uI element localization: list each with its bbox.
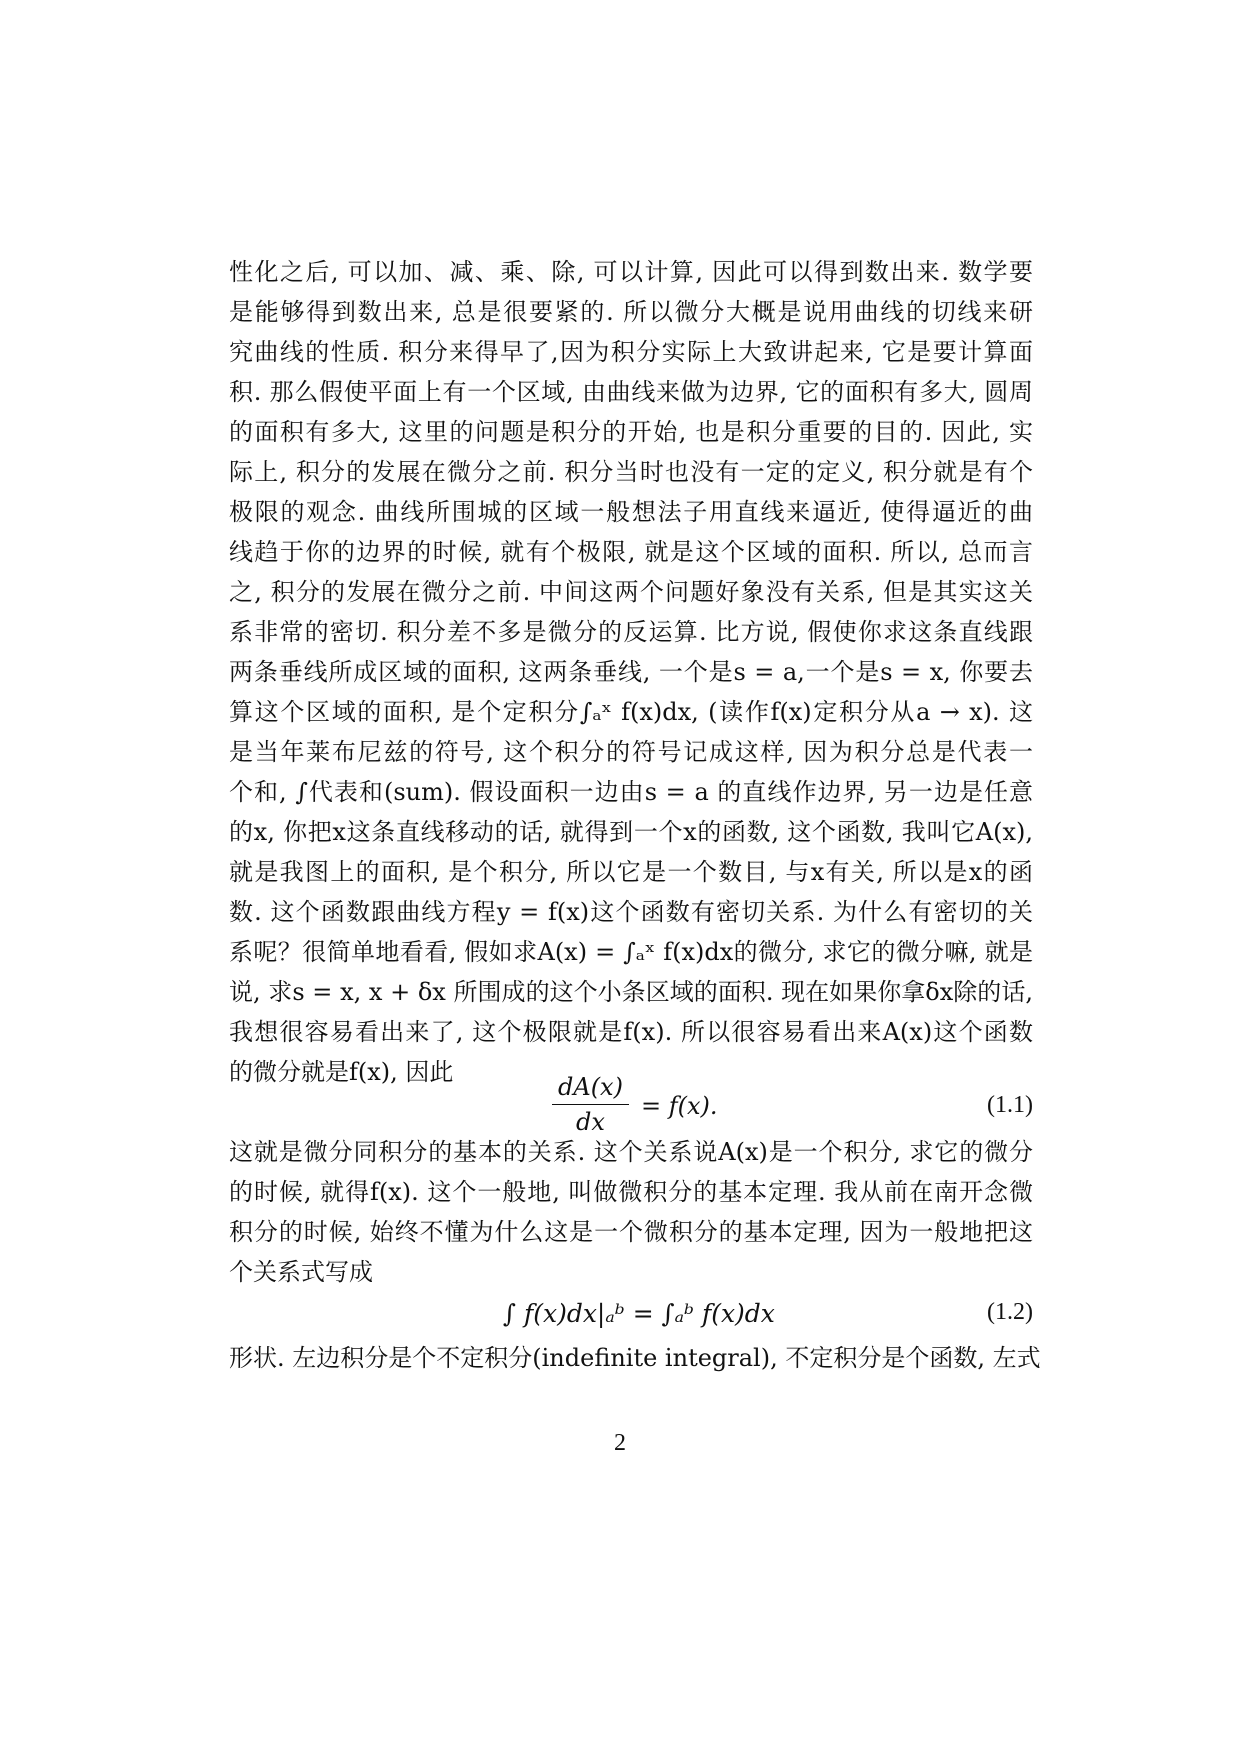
body-line-19: 说, 求s = x, x + δx 所围成的这个小条区域的面积. 现在如果你拿δx除的话,: [229, 978, 1033, 1006]
body-line-14: 个和, ∫代表和(sum). 假设面积一边由s = a 的直线作边界, 另一边是任意: [229, 778, 1033, 806]
body-line-26: 形状. 左边积分是个不定积分(indefinite integral), 不定积分是个函数, 左式: [229, 1344, 1041, 1372]
body-line-10: 系非常的密切. 积分差不多是微分的反运算. 比方说, 假使你求这条直线跟: [229, 618, 1033, 646]
body-line-6: 际上, 积分的发展在微分之前. 积分当时也没有一定的定义, 积分就是有个: [229, 458, 1033, 486]
body-line-2: 是能够得到数出来, 总是很要紧的. 所以微分大概是说用曲线的切线来研: [229, 298, 1033, 326]
body-line-25: 个关系式写成: [229, 1258, 373, 1286]
body-line-7: 极限的观念. 曲线所围城的区域一般想法子用直线来逼近, 使得逼近的曲: [229, 498, 1033, 526]
body-line-21: 的微分就是f(x), 因此: [229, 1058, 454, 1086]
body-line-16: 就是我图上的面积, 是个积分, 所以它是一个数目, 与x有关, 所以是x的函: [229, 858, 1033, 886]
body-line-23: 的时候, 就得f(x). 这个一般地, 叫做微积分的基本定理. 我从前在南开念微: [229, 1178, 1033, 1206]
body-line-18: 系呢？很简单地看看, 假如求A(x) = ∫ₐˣ f(x)dx的微分, 求它的微分嘛, 就是: [229, 938, 1033, 966]
equation-1-numerator: dA(x): [552, 1070, 629, 1105]
body-line-22: 这就是微分同积分的基本的关系. 这个关系说A(x)是一个积分, 求它的微分: [229, 1138, 1033, 1166]
equation-2-body: ∫ f(x)dx|ₐᵇ = ∫ₐᵇ f(x)dx: [503, 1299, 775, 1328]
body-line-17: 数. 这个函数跟曲线方程y = f(x)这个函数有密切关系. 为什么有密切的关: [229, 898, 1033, 926]
body-line-13: 是当年莱布尼兹的符号, 这个积分的符号记成这样, 因为积分总是代表一: [229, 738, 1033, 766]
body-line-11: 两条垂线所成区域的面积, 这两条垂线, 一个是s = a,一个是s = x, 你要去: [229, 658, 1033, 686]
body-line-15: 的x, 你把x这条直线移动的话, 就得到一个x的函数, 这个函数, 我叫它A(x),: [229, 818, 1033, 846]
body-line-8: 线趋于你的边界的时候, 就有个极限, 就是这个区域的面积. 所以, 总而言: [229, 538, 1033, 566]
body-line-20: 我想很容易看出来了, 这个极限就是f(x). 所以很容易看出来A(x)这个函数: [229, 1018, 1033, 1046]
equation-1-fraction: [552, 1070, 629, 1139]
body-line-9: 之, 积分的发展在微分之前. 中间这两个问题好象没有关系, 但是其实这关: [229, 578, 1033, 606]
body-line-4: 积. 那么假使平面上有一个区域, 由曲线来做为边界, 它的面积有多大, 圆周: [229, 378, 1033, 406]
equation-1-denominator: dx: [576, 1108, 605, 1136]
page-number: 2: [614, 1430, 626, 1456]
body-line-24: 积分的时候, 始终不懂为什么这是一个微积分的基本定理, 因为一般地把这: [229, 1218, 1033, 1246]
equation-1-rhs: = f(x).: [641, 1092, 718, 1120]
body-line-12: 算这个区域的面积, 是个定积分∫ₐˣ f(x)dx, (读作f(x)定积分从a → x). 这: [229, 698, 1033, 726]
equation-1-2: [229, 1283, 1033, 1343]
body-line-3: 究曲线的性质. 积分来得早了,因为积分实际上大致讲起来, 它是要计算面: [229, 338, 1033, 366]
equation-1-number: (1.1): [987, 1092, 1033, 1118]
body-line-1: 性化之后, 可以加、减、乘、除, 可以计算, 因此可以得到数出来. 数学要: [229, 258, 1033, 286]
equation-2-number: (1.2): [987, 1299, 1033, 1325]
body-line-5: 的面积有多大, 这里的问题是积分的开始, 也是积分重要的目的. 因此, 实: [229, 418, 1033, 446]
